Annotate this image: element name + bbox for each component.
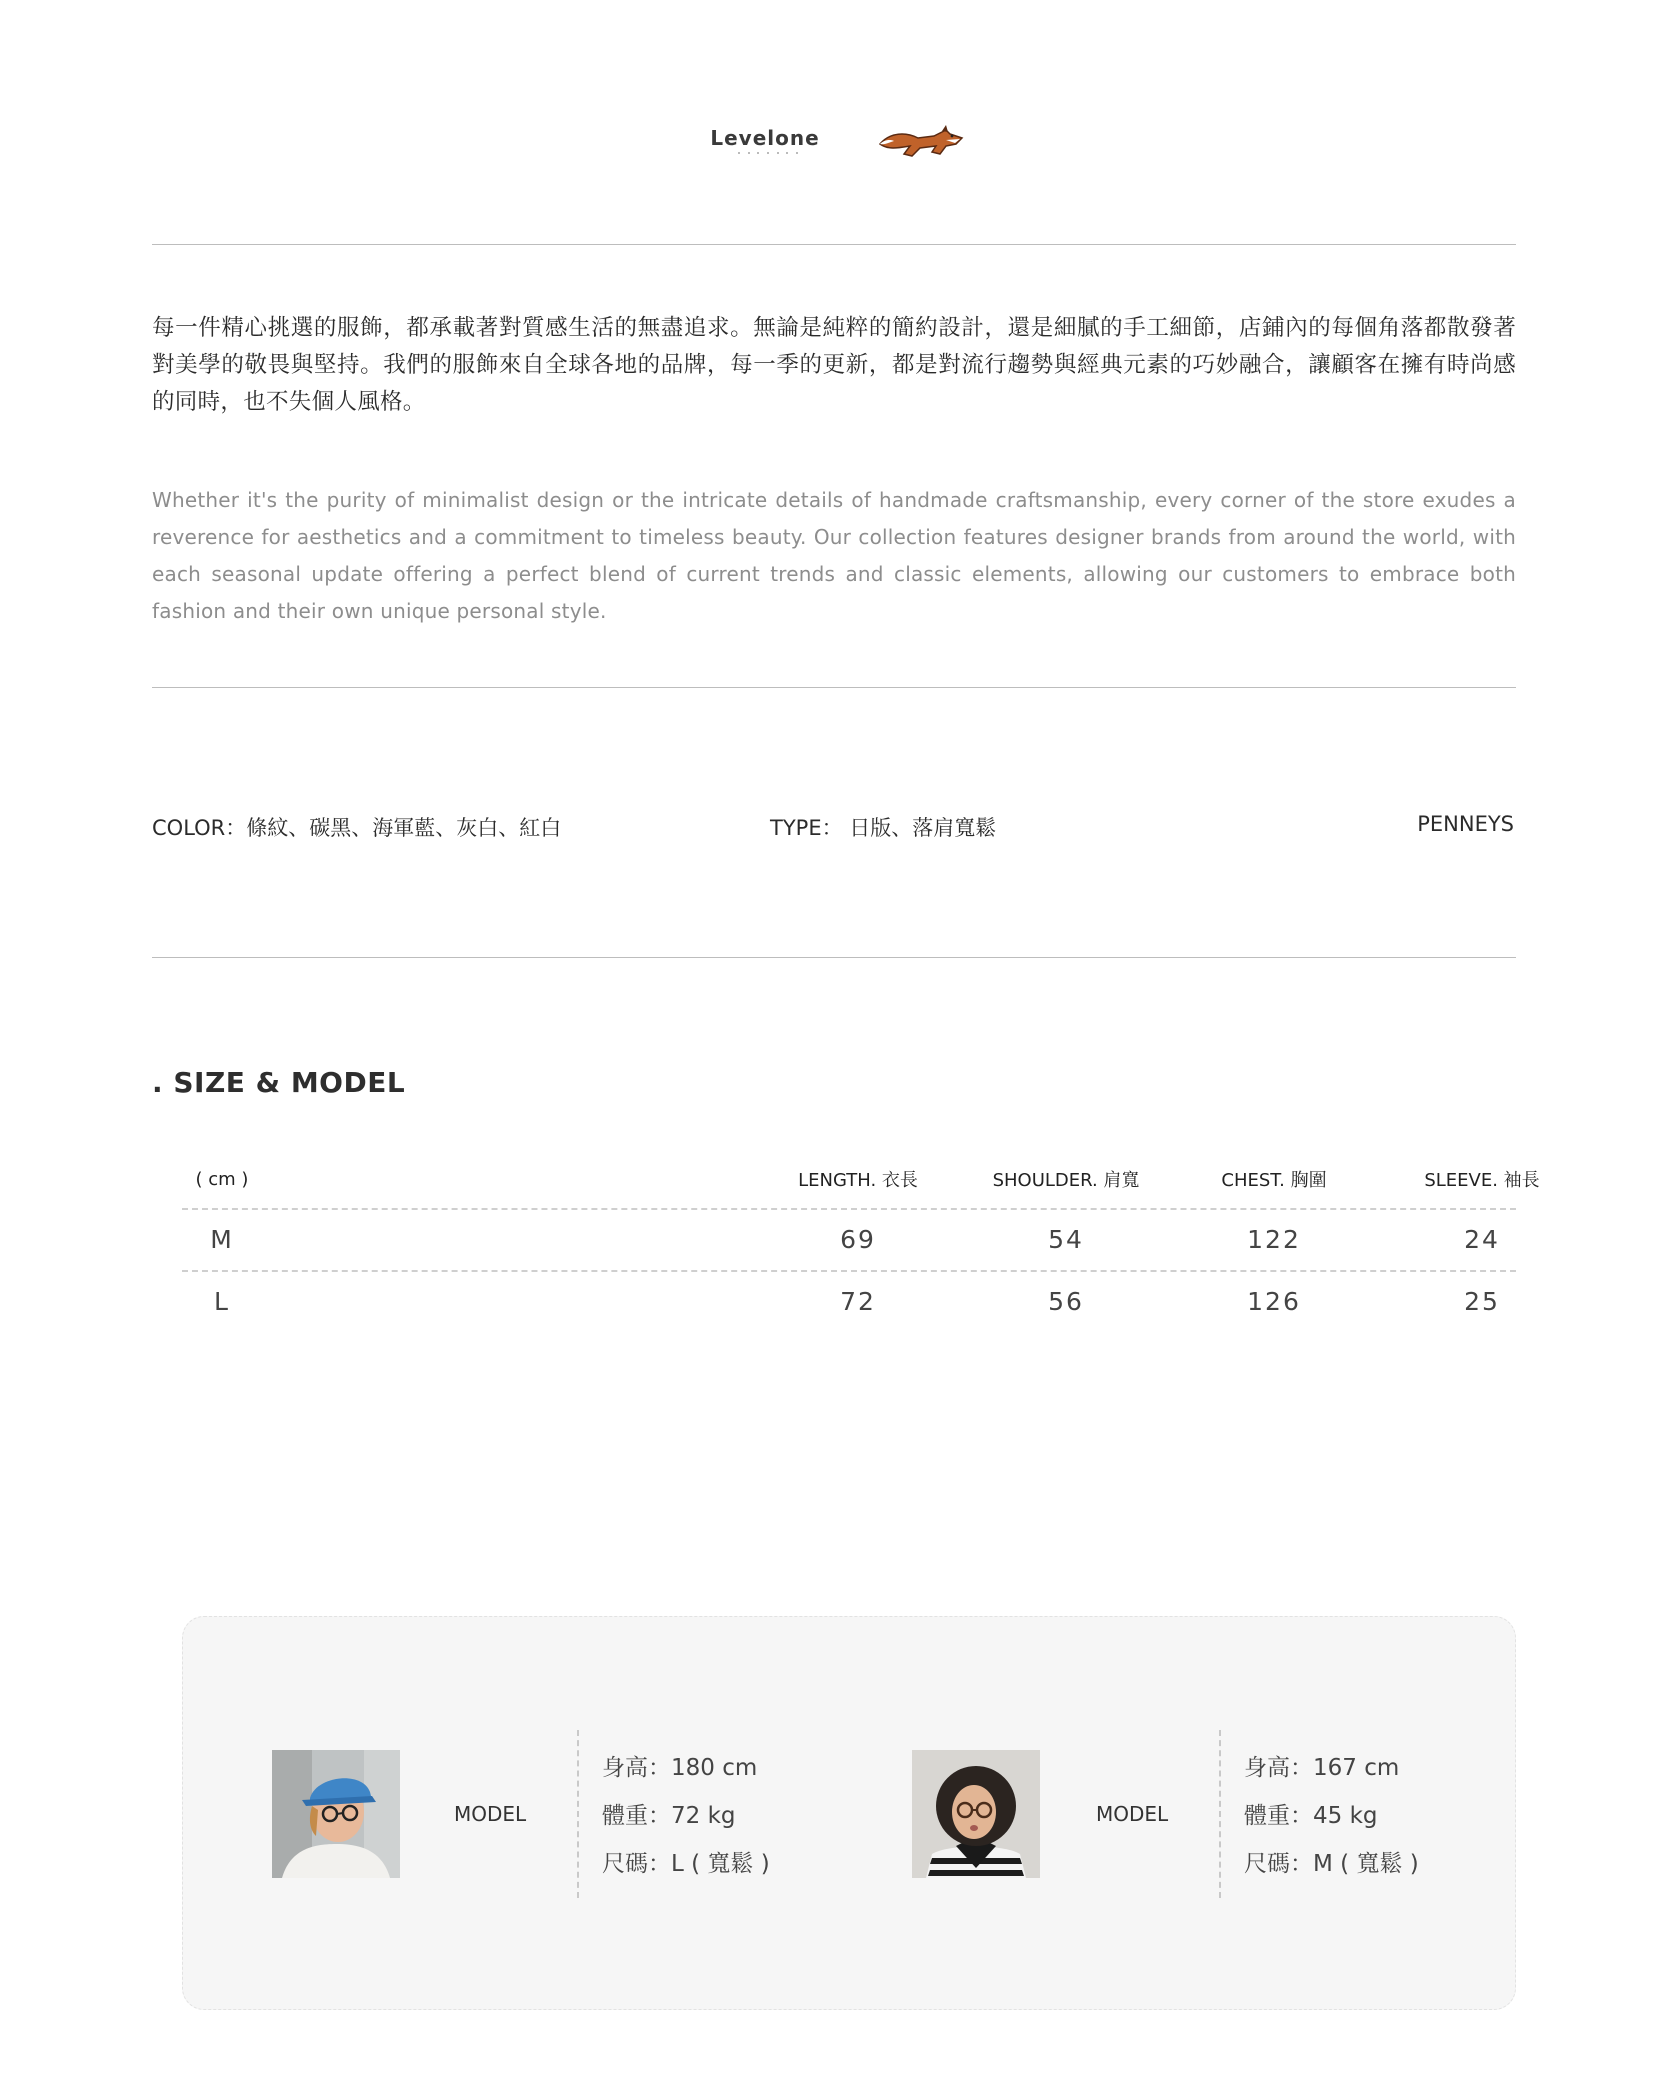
table-cell: 56 [1048,1286,1084,1316]
table-cell: 24 [1464,1224,1500,1254]
model-stats [602,1744,770,1888]
column-header-length: LENGTH. 衣長 [798,1170,918,1191]
intro-english-text: Whether it's the purity of minimalist design or the intricate details of handmade craftsmanship, every corner of the store exudes a reverence for aesthetics and a commitment to timeless beauty. Our collection features designer brands from around the world, with each seasonal update offering a perfect blend of current trends and classic elements, allowing our customers to embrace both fashion and their own unique personal style. [152,488,1516,623]
divider-intro [152,687,1516,688]
size-label: M [210,1224,234,1254]
column-header-chest: CHEST. 胸圍 [1221,1170,1327,1191]
model-divider [577,1730,579,1898]
divider-top [152,244,1516,245]
model-label: MODEL [1096,1802,1169,1826]
table-cell: 126 [1247,1286,1301,1316]
model-photo-male [272,1750,400,1878]
table-cell: 25 [1464,1286,1500,1316]
model-height: 身高：167 cm [1244,1755,1400,1781]
intro-chinese-text: 每一件精心挑選的服飾，都承載著對質感生活的無盡追求。無論是純粹的簡約設計，還是細膩的手工細節，店鋪內的每個角落都散發著對美學的敬畏與堅持。我們的服飾來自全球各地的品牌，每一季的更新，都是對流行趨勢與經典元素的巧妙融合，讓顧客在擁有時尚感的同時，也不失個人風格。 [152,315,1516,415]
table-row [182,1208,1516,1270]
table-cell: 122 [1247,1224,1301,1254]
model-label: MODEL [454,1802,527,1826]
size-label: L [214,1286,230,1316]
spec-brand: PENNEYS [1417,812,1514,836]
model-weight: 體重：72 kg [602,1803,736,1829]
spec-type: TYPE： 日版、落肩寬鬆 [770,816,997,840]
model-size: 尺碼：M ( 寬鬆 ) [1244,1851,1419,1877]
model-photo-female [912,1750,1040,1878]
section-title-size-model: . SIZE & MODEL [152,1066,406,1099]
table-row [182,1270,1516,1332]
fox-icon [876,122,968,164]
table-cell: 54 [1048,1224,1084,1254]
column-header-shoulder: SHOULDER. 肩寬 [992,1170,1140,1191]
table-cell: 69 [840,1224,876,1254]
model-size: 尺碼：L ( 寬鬆 ) [602,1851,770,1877]
model-weight: 體重：45 kg [1244,1803,1378,1829]
model-stats [1244,1744,1419,1888]
model-height: 身高：180 cm [602,1755,758,1781]
brand-logo: Levelone [710,126,820,150]
unit-label: ( cm ) [195,1168,249,1190]
table-header-row [182,1150,1540,1208]
model-divider [1219,1730,1221,1898]
divider-specs [152,957,1516,958]
spec-color: COLOR：條紋、碳黑、海軍藍、灰白、紅白 [152,816,562,840]
table-cell: 72 [840,1286,876,1316]
column-header-sleeve: SLEEVE. 袖長 [1424,1170,1540,1191]
brand-logo-subtext [738,152,798,155]
size-table [182,1150,1540,1332]
